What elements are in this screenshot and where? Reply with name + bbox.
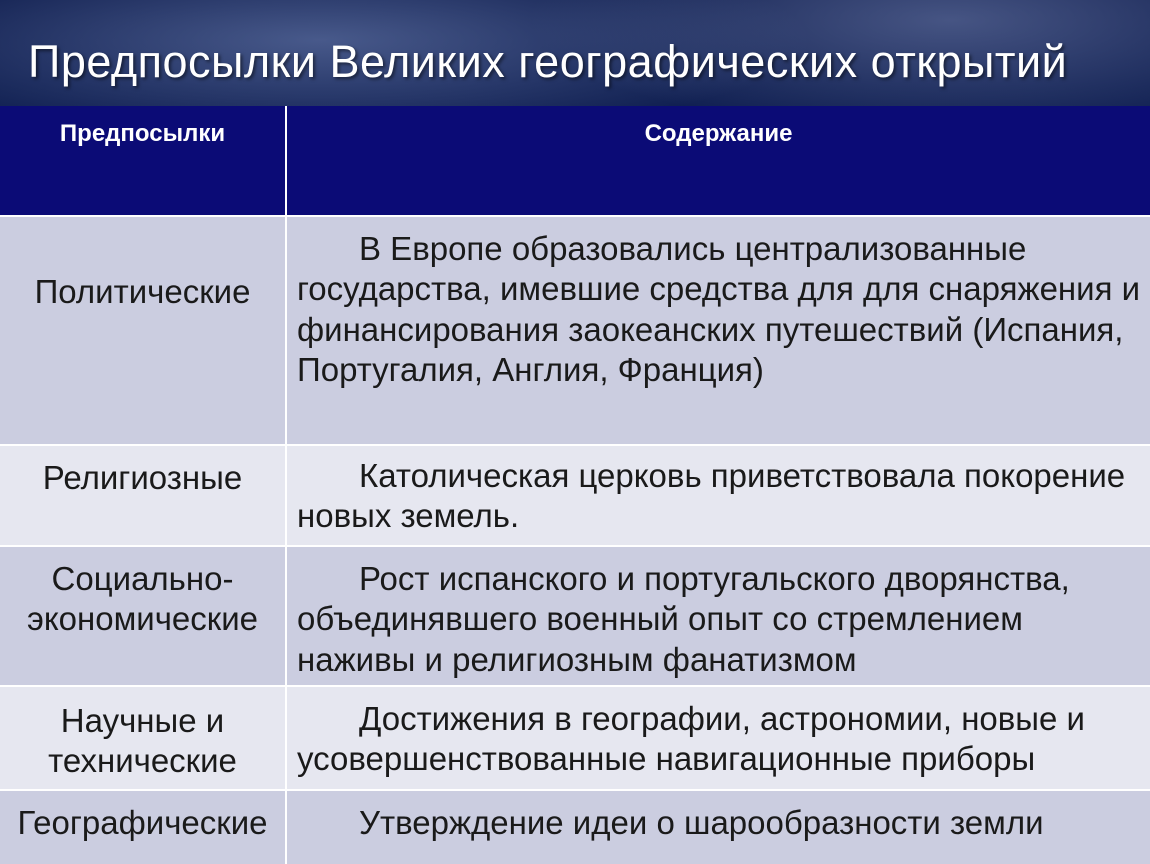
row-content-scientific: Достижения в географии, астрономии, новые и усовершенствованные навигационные приборы (287, 685, 1150, 789)
header-content: Содержание (287, 106, 1150, 215)
row-label-geographic: Географические (0, 789, 287, 864)
row-content-socio-economic: Рост испанского и португальского дворянства, объединявшего военный опыт со стремлением наживы и религиозным фанатизмом (287, 545, 1150, 685)
slide-title: Предпосылки Великих географических открытий (28, 36, 1068, 87)
header-prerequisites: Предпосылки (0, 106, 287, 215)
row-label-political: Политические (0, 215, 287, 444)
prerequisites-table (0, 106, 1150, 864)
row-label-scientific: Научные и технические (0, 685, 287, 789)
row-label-socio-economic: Социально-экономические (0, 545, 287, 685)
row-label-religious: Религиозные (0, 444, 287, 545)
row-content-political: В Европе образовались централизованные государства, имевшие средства для для снаряжения и финансирования заокеанских путешествий (Испания, Португалия, Англия, Франция) (287, 215, 1150, 444)
row-content-geographic: Утверждение идеи о шарообразности земли (287, 789, 1150, 864)
row-content-religious: Католическая церковь приветствовала покорение новых земель. (287, 444, 1150, 545)
